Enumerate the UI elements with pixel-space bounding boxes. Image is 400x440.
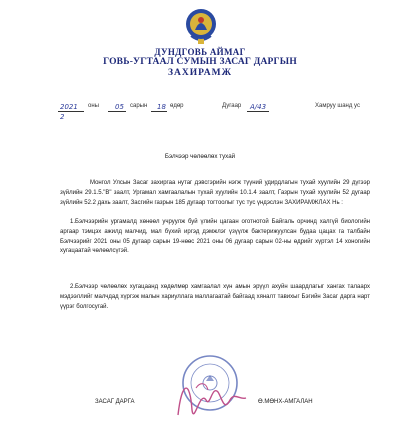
number-underline: [247, 111, 269, 112]
signatory-title: ЗАСАГ ДАРГА: [95, 399, 135, 405]
year-suffix: оны: [88, 103, 99, 109]
header-province: ДУНДГОВЬ АЙМАГ: [154, 47, 246, 57]
paragraph-item-1: 1.Бэлчээрийн ургамалд хөнөөл учруулж буй үлийн цагаан оготнотой Байгаль орчинд халгүй биологийн аргаар тэмцэх ажилд малчид, мал бүхий иргэд дэмжлэг үзүүлж бактерижуулсан будаа цацах га талбайн Бэлчээрийг 2021 оны 05 дугаар сарын 19-нөөс 2021 оны 06 дугаар сарын 02-ны өдрийг хүртэл 14 хоногийн хугацаатай чөлөөлсүгэй.: [60, 219, 370, 255]
month-value: 05: [115, 103, 124, 111]
year-underline: [58, 111, 84, 112]
number-label: Дугаар: [222, 103, 242, 109]
date-day: [157, 103, 166, 111]
header-governor-office: ГОВЬ-УГТААЛ СУМЫН ЗАСАГ ДАРГЫН: [103, 57, 297, 67]
day-value: 18: [157, 103, 166, 111]
month-suffix: сарын: [130, 103, 148, 109]
paragraph-item-2: 2.Бэлчээр чөлөөлөх хугацаанд хөдөлмөр хамгаалал хүн амын эрүүл ахуйн шаардлагыг хангах талаарх мэдээллийг малчдад хүргэж малын хариуллага маллагаатай байгаад хяналт тавихыг Бэгийн Засаг дарга нарт үүрэг болгосугай.: [60, 284, 370, 310]
year-value: 2021: [60, 103, 78, 111]
number-value: А/43: [250, 103, 267, 111]
signatory-name: Ө.МӨНХ-АМГАЛАН: [258, 399, 313, 405]
month-underline: [108, 111, 126, 112]
number-box: [250, 103, 266, 111]
date-year: [60, 103, 78, 111]
place-name: Хамруу шанд ус: [315, 103, 360, 109]
handwritten-mark: 2: [60, 113, 65, 121]
document-subject: Бэлчээр чөлөөлөх тухай: [164, 153, 236, 160]
header-document-type: ЗАХИРАМЖ: [168, 68, 232, 78]
signature-icon: [160, 370, 260, 430]
state-emblem-icon: [183, 6, 219, 46]
date-month: [115, 103, 124, 111]
paragraph-preamble: Монгол Улсын Засаг захиргаа нутаг дэвсгэрийн нэгж түүний удирдлагын тухай хуулийн 29 дүгээр зүйлийн 29.1.5."В" заалт, Ургамал хамгаалалын тухай хуулийн 10.1.4 заалт, Газрын тухай хуулийн 52 дугаар зүйлийн 52.2 дахь заалт, Засгийн газрын 185 дугаар тогтоолыг тус тус үндэслэн ЗАХИРАМЖЛАХ Нь :: [60, 180, 370, 206]
day-underline: [151, 111, 167, 112]
day-suffix: өдөр: [170, 103, 184, 109]
